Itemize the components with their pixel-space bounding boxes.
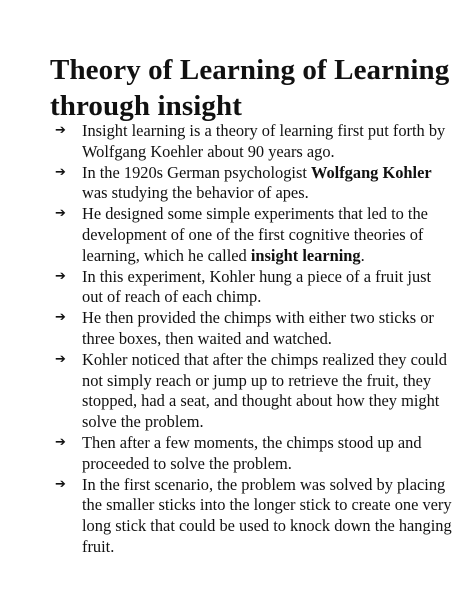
item-text: In this experiment, Kohler hung a piece of a fruit just out of reach of each chimp. xyxy=(82,266,432,307)
list-item xyxy=(53,475,453,558)
item-bold-text: Wolfgang Kohler xyxy=(310,162,432,182)
arrow-bullet-icon: ➔ xyxy=(55,206,66,222)
item-text: Then after a few moments, the chimps stood up and proceeded to solve the problem. xyxy=(82,432,422,473)
bullet-list xyxy=(53,121,453,558)
item-bold-text: insight learning xyxy=(250,245,361,265)
item-text: In the first scenario, the problem was solved by placing the smaller sticks into the longer stick to create one very long stick that could be used to knock down the hanging fruit. xyxy=(82,474,452,556)
list-item xyxy=(53,163,453,205)
list-item xyxy=(53,121,453,163)
list-item xyxy=(53,308,453,350)
item-text: . xyxy=(360,245,365,265)
arrow-bullet-icon: ➔ xyxy=(55,268,66,284)
arrow-bullet-icon: ➔ xyxy=(55,123,66,138)
page-title: Theory of Learning of Learning through insight xyxy=(50,54,450,122)
item-text: He then provided the chimps with either two sticks or three boxes, then waited and watched. xyxy=(82,308,434,348)
arrow-bullet-icon: ➔ xyxy=(55,476,66,492)
list-item xyxy=(53,350,453,433)
arrow-bullet-icon: ➔ xyxy=(55,434,66,450)
arrow-bullet-icon: ➔ xyxy=(55,351,66,367)
list-item xyxy=(53,433,453,475)
list-item xyxy=(53,267,453,309)
item-text: Kohler noticed that after the chimps realized they could not simply reach or jump up to retrieve the fruit, they stopped, had a seat, and thought about how they might solve the problem. xyxy=(82,349,448,432)
item-text: Insight learning is a theory of learning first put forth by Wolfgang Koehler about 90 years ago. xyxy=(82,121,446,161)
arrow-bullet-icon: ➔ xyxy=(55,310,66,326)
item-text: He designed some simple experiments that led to the development of one of the first cognitive theories of learning, which he called xyxy=(82,204,428,265)
arrow-bullet-icon: ➔ xyxy=(55,164,66,180)
item-text: was studying the behavior of apes. xyxy=(82,183,309,203)
item-text: In the 1920s German psychologist xyxy=(82,162,311,182)
list-item xyxy=(53,204,453,266)
